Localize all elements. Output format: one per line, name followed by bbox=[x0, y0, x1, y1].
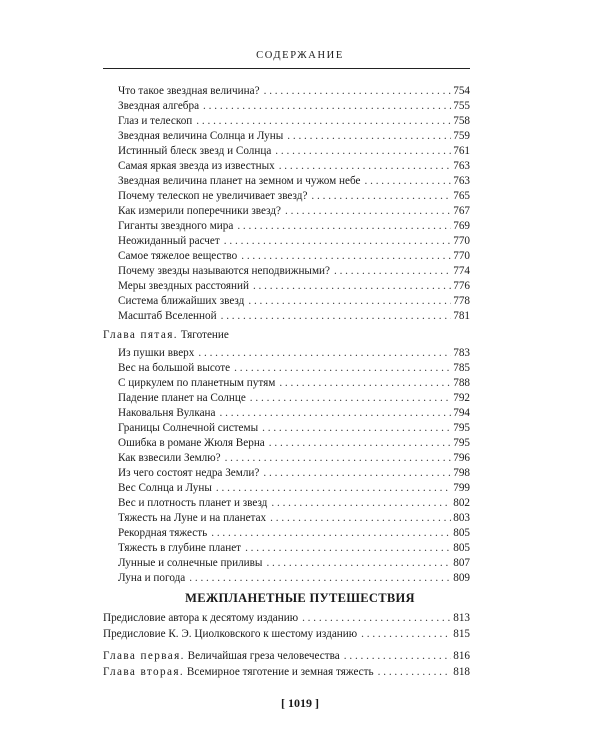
toc-entry bbox=[118, 361, 470, 375]
toc-entry bbox=[118, 556, 470, 570]
toc-entry-page: 769 bbox=[453, 220, 470, 232]
toc-entry bbox=[118, 406, 470, 420]
toc-entry bbox=[118, 144, 470, 158]
toc-entry-page: 799 bbox=[453, 482, 470, 494]
leader-dots bbox=[302, 611, 451, 625]
toc-entry-title: Глаз и телескоп bbox=[118, 115, 193, 127]
leader-dots bbox=[287, 129, 451, 143]
toc-entry bbox=[118, 421, 470, 435]
toc-entry-page: 767 bbox=[453, 205, 470, 217]
toc-entry bbox=[118, 84, 470, 98]
leader-dots bbox=[211, 526, 451, 540]
toc-entry-title: Предисловие К. Э. Циолковского к шестому изданию bbox=[103, 628, 358, 640]
toc-entry bbox=[118, 511, 470, 525]
toc-entry-page: 754 bbox=[453, 85, 470, 97]
toc-entry-page: 788 bbox=[453, 377, 470, 389]
leader-dots bbox=[253, 279, 451, 293]
leader-dots bbox=[344, 649, 451, 663]
toc-entry bbox=[118, 466, 470, 480]
toc-entry-page: 795 bbox=[453, 422, 470, 434]
toc-entry-title: Вес на большой высоте bbox=[118, 362, 231, 374]
toc-entry bbox=[103, 611, 470, 625]
toc-entry-page: 816 bbox=[453, 650, 470, 662]
toc-entry-title: Звездная величина планет на земном и чужом небе bbox=[118, 175, 361, 187]
toc-entry-title: Самая яркая звезда из известных bbox=[118, 160, 275, 172]
section-heading: МЕЖПЛАНЕТНЫЕ ПУТЕШЕСТВИЯ bbox=[185, 591, 415, 605]
toc-entry-page: 765 bbox=[453, 190, 470, 202]
toc-entry bbox=[118, 159, 470, 173]
toc-entry bbox=[118, 541, 470, 555]
chapter-label: Глава пятая. bbox=[103, 329, 178, 341]
toc-entry-page: 776 bbox=[453, 280, 470, 292]
toc-entry-title: Самое тяжелое вещество bbox=[118, 250, 238, 262]
leader-dots bbox=[285, 204, 451, 218]
toc-entry-title: Как взвесили Землю? bbox=[118, 452, 221, 464]
toc-chapter-entry bbox=[103, 665, 470, 679]
leader-dots bbox=[221, 309, 452, 323]
toc-entry-page: 807 bbox=[453, 557, 470, 569]
leader-dots bbox=[270, 511, 451, 525]
toc-entry bbox=[118, 376, 470, 390]
toc-entry-page: 818 bbox=[453, 666, 470, 678]
leader-dots bbox=[269, 436, 451, 450]
toc-entry-title: Система ближайших звезд bbox=[118, 295, 245, 307]
toc-entry-page: 794 bbox=[453, 407, 470, 419]
toc-entry-title: С циркулем по планетным путям bbox=[118, 377, 276, 389]
leader-dots bbox=[266, 556, 451, 570]
header-rule bbox=[103, 68, 470, 69]
running-header: СОДЕРЖАНИЕ bbox=[256, 50, 344, 61]
toc-entry-page: 798 bbox=[453, 467, 470, 479]
toc-entry-page: 805 bbox=[453, 542, 470, 554]
toc-entry-page: 813 bbox=[453, 612, 470, 624]
toc-entry-title: Предисловие автора к десятому изданию bbox=[103, 612, 299, 624]
toc-entry bbox=[118, 496, 470, 510]
toc-entry-page: 805 bbox=[453, 527, 470, 539]
leader-dots bbox=[234, 361, 451, 375]
leader-dots bbox=[264, 84, 452, 98]
toc-entry-page: 763 bbox=[453, 175, 470, 187]
toc-entry-page: 755 bbox=[453, 100, 470, 112]
toc-entry bbox=[118, 294, 470, 308]
toc-entry bbox=[118, 219, 470, 233]
toc-entry-page: 763 bbox=[453, 160, 470, 172]
toc-entry-title: Тяжесть в глубине планет bbox=[118, 542, 242, 554]
leader-dots bbox=[263, 466, 451, 480]
toc-entry bbox=[118, 189, 470, 203]
toc-entry-title: Звездная алгебра bbox=[118, 100, 200, 112]
toc-entry bbox=[118, 571, 470, 585]
toc-entry bbox=[118, 279, 470, 293]
toc-entry-page: 796 bbox=[453, 452, 470, 464]
toc-entry-page: 770 bbox=[453, 250, 470, 262]
leader-dots bbox=[203, 99, 451, 113]
chapter-title: Тяготение bbox=[180, 329, 229, 341]
chapter-label: Глава вторая. bbox=[103, 666, 185, 678]
toc-entry-title: Наковальня Вулкана bbox=[118, 407, 216, 419]
toc-entry bbox=[118, 309, 470, 323]
toc-entry-title: Меры звездных расстояний bbox=[118, 280, 249, 292]
toc-entry-page: 792 bbox=[453, 392, 470, 404]
chapter-title: Величайшая греза человечества bbox=[187, 650, 340, 662]
toc-entry bbox=[118, 346, 470, 360]
leader-dots bbox=[361, 627, 451, 641]
toc-entry bbox=[118, 481, 470, 495]
leader-dots bbox=[275, 144, 451, 158]
toc-entry bbox=[118, 174, 470, 188]
toc-entry-title: Луна и погода bbox=[118, 572, 186, 584]
toc-entry-title: Почему звезды называются неподвижными? bbox=[118, 265, 330, 277]
toc-entry-page: 781 bbox=[453, 310, 470, 322]
leader-dots bbox=[311, 189, 451, 203]
leader-dots bbox=[279, 376, 451, 390]
leader-dots bbox=[279, 159, 452, 173]
toc-entry-title: Из чего состоят недра Земли? bbox=[118, 467, 260, 479]
leader-dots bbox=[248, 294, 451, 308]
toc-entry-page: 785 bbox=[453, 362, 470, 374]
toc-entry bbox=[118, 451, 470, 465]
toc-entry bbox=[118, 249, 470, 263]
leader-dots bbox=[198, 346, 451, 360]
toc-entry-title: Почему телескоп не увеличивает звезд? bbox=[118, 190, 308, 202]
toc-entry-title: Из пушки вверх bbox=[118, 347, 195, 359]
leader-dots bbox=[241, 249, 451, 263]
toc-entry bbox=[118, 436, 470, 450]
toc-entry bbox=[118, 391, 470, 405]
toc-entry-page: 783 bbox=[453, 347, 470, 359]
leader-dots bbox=[378, 665, 452, 679]
toc-entry-title: Истинный блеск звезд и Солнца bbox=[118, 145, 272, 157]
toc-entry bbox=[118, 99, 470, 113]
toc-entry-page: 802 bbox=[453, 497, 470, 509]
toc-entry bbox=[118, 114, 470, 128]
toc-entry-page: 761 bbox=[453, 145, 470, 157]
toc-entry-title: Как измерили поперечники звезд? bbox=[118, 205, 281, 217]
toc-entry bbox=[103, 627, 470, 641]
toc-entry-title: Вес и плотность планет и звезд bbox=[118, 497, 268, 509]
toc-entry-page: 759 bbox=[453, 130, 470, 142]
toc-entry bbox=[118, 129, 470, 143]
toc-entry-page: 778 bbox=[453, 295, 470, 307]
leader-dots bbox=[220, 406, 452, 420]
leader-dots bbox=[271, 496, 451, 510]
toc-entry-title: Лунные и солнечные приливы bbox=[118, 557, 263, 569]
toc-entry-title: Что такое звездная величина? bbox=[118, 85, 260, 97]
toc-entry-title: Ошибка в романе Жюля Верна bbox=[118, 437, 265, 449]
toc-chapter-entry bbox=[103, 649, 470, 663]
toc-entry-title: Границы Солнечной системы bbox=[118, 422, 259, 434]
leader-dots bbox=[365, 174, 452, 188]
toc-entry-title: Падение планет на Солнце bbox=[118, 392, 246, 404]
chapter-label: Глава первая. bbox=[103, 650, 185, 662]
toc-entry bbox=[118, 234, 470, 248]
toc-entry-page: 774 bbox=[453, 265, 470, 277]
leader-dots bbox=[262, 421, 451, 435]
page-number: [ 1019 ] bbox=[281, 696, 319, 710]
toc-entry bbox=[118, 526, 470, 540]
toc-entry-page: 815 bbox=[453, 628, 470, 640]
toc-entry-page: 809 bbox=[453, 572, 470, 584]
chapter-title: Всемирное тяготение и земная тяжесть bbox=[186, 666, 374, 678]
leader-dots bbox=[225, 451, 452, 465]
toc-entry-title: Масштаб Вселенной bbox=[118, 310, 217, 322]
leader-dots bbox=[237, 219, 451, 233]
toc-entry-page: 758 bbox=[453, 115, 470, 127]
toc-entry bbox=[118, 204, 470, 218]
toc-entry-title: Неожиданный расчет bbox=[118, 235, 220, 247]
toc-entry-title: Вес Солнца и Луны bbox=[118, 482, 212, 494]
toc-entry-page: 803 bbox=[453, 512, 470, 524]
toc-entry-title: Рекордная тяжесть bbox=[118, 527, 208, 539]
leader-dots bbox=[245, 541, 451, 555]
toc-entry-title: Гиганты звездного мира bbox=[118, 220, 234, 232]
leader-dots bbox=[216, 481, 451, 495]
leader-dots bbox=[196, 114, 451, 128]
toc-entry-title: Звездная величина Солнца и Луны bbox=[118, 130, 284, 142]
toc-entry-title: Тяжесть на Луне и на планетах bbox=[118, 512, 267, 524]
toc-entry bbox=[118, 264, 470, 278]
toc-entry-page: 795 bbox=[453, 437, 470, 449]
toc-entry-page: 770 bbox=[453, 235, 470, 247]
chapter-5-heading bbox=[103, 329, 229, 341]
leader-dots bbox=[224, 234, 451, 248]
leader-dots bbox=[189, 571, 451, 585]
leader-dots bbox=[334, 264, 451, 278]
leader-dots bbox=[250, 391, 451, 405]
